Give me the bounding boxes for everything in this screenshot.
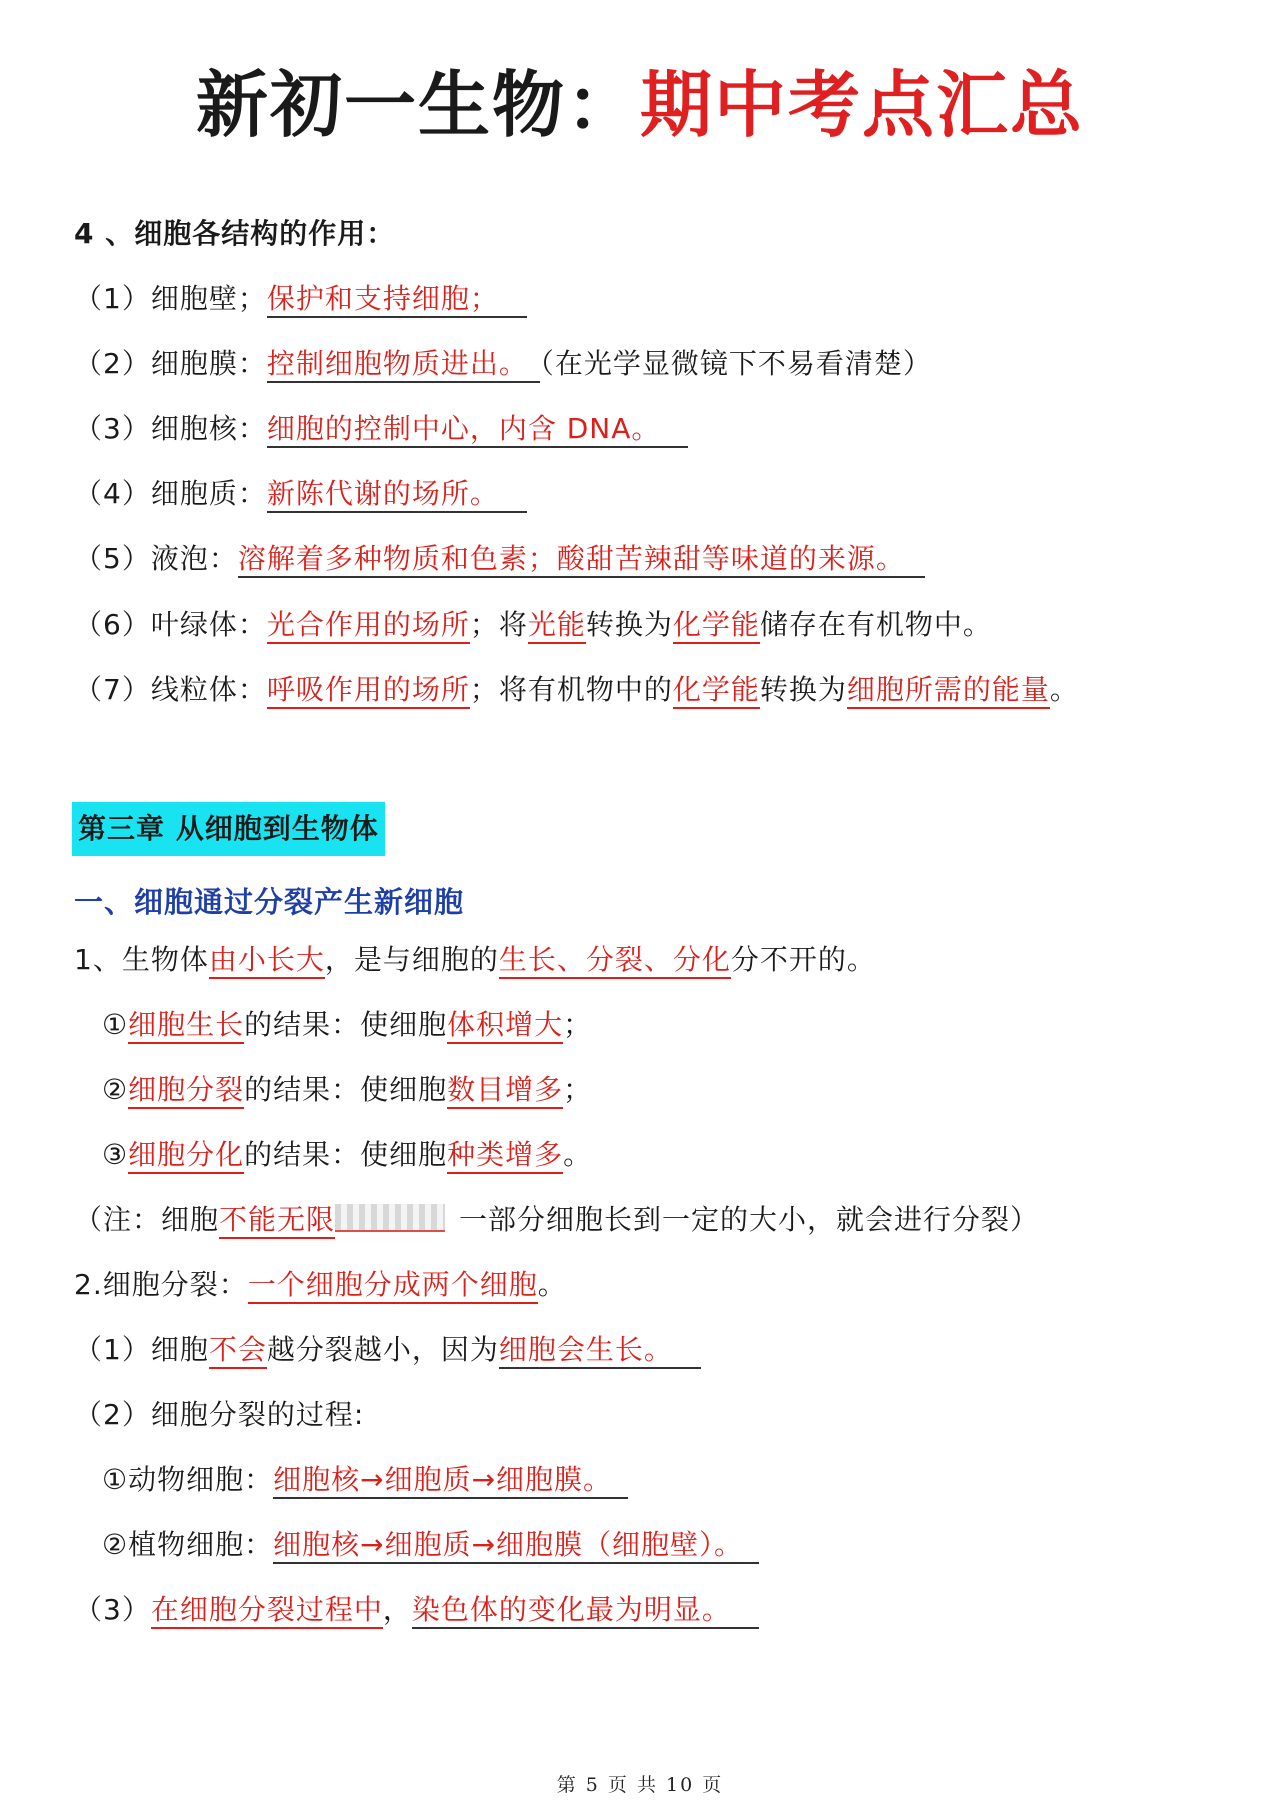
point-2: [74, 1265, 567, 1305]
answer-1: 不能无限: [219, 1203, 335, 1239]
text: ；: [563, 1008, 593, 1041]
text: 转换为: [759, 673, 847, 706]
answer-2: 体积增大: [447, 1008, 563, 1044]
answer: 细胞核→细胞质→细胞膜（细胞壁）。: [273, 1528, 759, 1564]
text: ，是与细胞的: [324, 943, 499, 976]
chapter-heading: 第三章 从细胞到生物体: [72, 802, 385, 856]
answer-2: 细胞会生长。: [499, 1333, 701, 1369]
point-2-1: [74, 1330, 701, 1370]
text: ②植物细胞：: [102, 1528, 274, 1561]
answer-1: 在细胞分裂过程中: [151, 1593, 383, 1629]
text: 的结果：使细胞: [244, 1008, 448, 1041]
line-mitochondria: [74, 670, 1079, 710]
text: ①: [102, 1008, 129, 1041]
answer: 细胞的控制中心，内含 DNA。: [267, 412, 689, 448]
point-2-2-animal: [102, 1460, 628, 1500]
point-1-division: [102, 1070, 592, 1110]
answer-2: 光能: [528, 608, 586, 644]
answer-2: 种类增多: [447, 1138, 563, 1174]
text: ；将有机物中的: [469, 673, 673, 706]
text: 2.细胞分裂：: [74, 1268, 248, 1301]
page-footer: 第 5 页 共 10 页: [556, 1774, 724, 1796]
answer-1: 不会: [209, 1333, 267, 1369]
point-2-2: （2）细胞分裂的过程:: [74, 1398, 365, 1431]
answer: 保护和支持细胞；: [267, 282, 527, 318]
answer-3: 化学能: [673, 608, 760, 644]
text: 1、生物体: [74, 943, 209, 976]
answer: 新陈代谢的场所。: [267, 477, 527, 513]
answer: 控制细胞物质进出。: [267, 347, 540, 383]
answer-1: 细胞分裂: [128, 1073, 244, 1109]
label: （4）细胞质：: [74, 477, 267, 510]
label: （5）液泡：: [74, 542, 238, 575]
heading-cell-structures: 4 、细胞各结构的作用：: [74, 217, 396, 250]
answer-1: 呼吸作用的场所: [267, 673, 470, 709]
text: 。: [537, 1268, 567, 1301]
answer-3: 细胞所需的能量: [847, 673, 1050, 709]
text: 。: [563, 1138, 593, 1171]
title-red: 期中考点汇总: [640, 62, 1085, 147]
text: ，: [382, 1593, 412, 1626]
text: 。: [1049, 673, 1079, 706]
point-2-3: [74, 1590, 759, 1630]
answer-2: 化学能: [673, 673, 760, 709]
line-cell-wall: [74, 279, 527, 319]
point-1: [74, 940, 876, 980]
text: （1）细胞: [74, 1333, 209, 1366]
text: ；: [563, 1073, 593, 1106]
page-title: [0, 60, 1280, 150]
label: （6）叶绿体：: [74, 608, 267, 641]
line-vacuole: [74, 539, 925, 579]
label: （2）细胞膜：: [74, 347, 267, 380]
line-chloroplast: [74, 605, 992, 645]
answer-1: 由小长大: [209, 943, 325, 979]
section-heading: 一、细胞通过分裂产生新细胞: [74, 885, 465, 919]
text: （3）: [74, 1593, 151, 1626]
answer-1: 光合作用的场所: [267, 608, 470, 644]
answer-1: 细胞生长: [128, 1008, 244, 1044]
text: 的结果：使细胞: [244, 1073, 448, 1106]
note-line: [74, 1200, 1039, 1240]
answer-2: 染色体的变化最为明显。: [412, 1593, 759, 1629]
text: 一部分细胞长到一定的大小，就会进行分裂）: [459, 1203, 1040, 1236]
text: 越分裂越小，因为: [266, 1333, 499, 1366]
label: （1）细胞壁；: [74, 282, 267, 315]
label: （3）细胞核：: [74, 412, 267, 445]
point-1-growth: [102, 1005, 592, 1045]
line-cell-membrane: [74, 344, 932, 384]
label: （7）线粒体：: [74, 673, 267, 706]
note-text: （在光学显微镜下不易看清楚）: [539, 347, 932, 380]
answer-2: 生长、分裂、分化: [499, 943, 731, 979]
point-2-2-plant: [102, 1525, 759, 1565]
text: 转换为: [585, 608, 673, 641]
text: ③: [102, 1138, 129, 1171]
text: （注：细胞: [74, 1203, 220, 1236]
line-nucleus: [74, 409, 688, 449]
point-1-differentiation: [102, 1135, 592, 1175]
answer-2: 数目增多: [447, 1073, 563, 1109]
text: ①动物细胞：: [102, 1463, 274, 1496]
text: 的结果：使细胞: [244, 1138, 448, 1171]
title-black: 新初一生物：: [195, 62, 640, 147]
line-cytoplasm: [74, 474, 527, 514]
text: 储存在有机物中。: [759, 608, 992, 641]
answer: 溶解着多种物质和色素；酸甜苦辣甜等味道的来源。: [238, 542, 925, 578]
answer: 细胞核→细胞质→细胞膜。: [273, 1463, 628, 1499]
answer-1: 一个细胞分成两个细胞: [248, 1268, 538, 1304]
text: 分不开的。: [730, 943, 876, 976]
blurred-region: [335, 1204, 445, 1232]
answer-1: 细胞分化: [128, 1138, 244, 1174]
text: ②: [102, 1073, 129, 1106]
text: ；将: [469, 608, 528, 641]
